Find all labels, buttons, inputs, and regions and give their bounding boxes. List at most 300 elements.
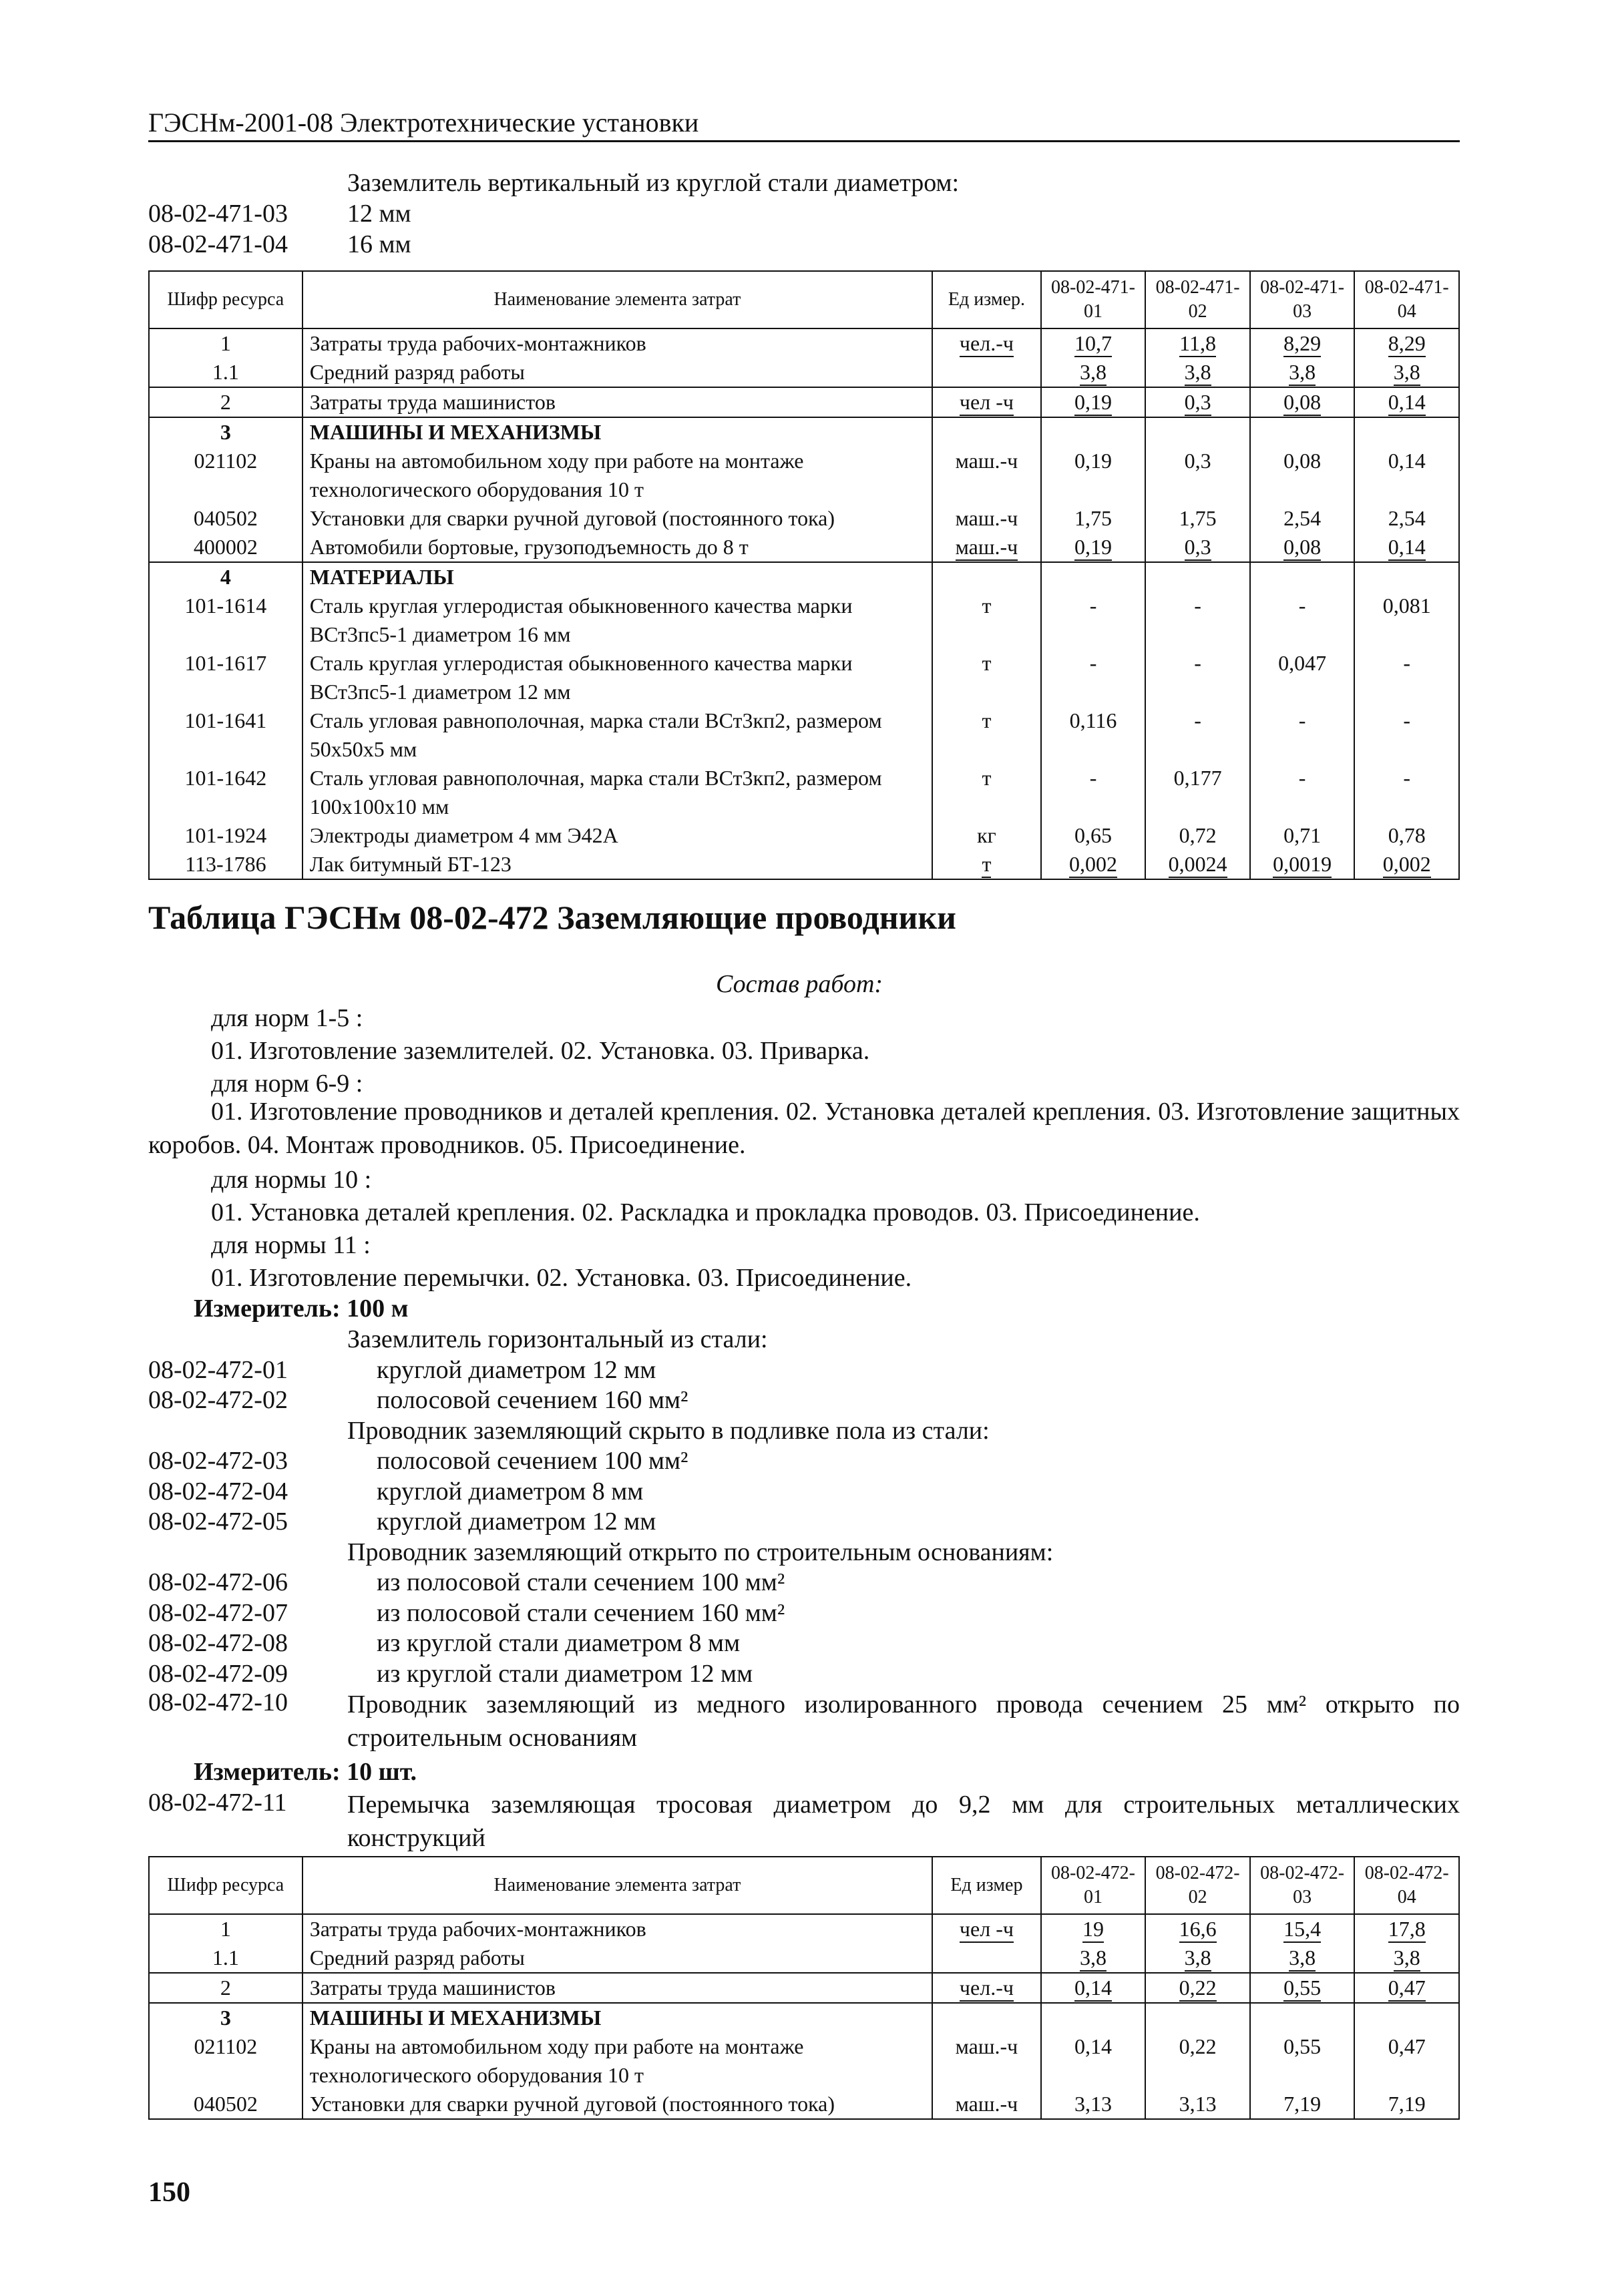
- resource-code-text: 400002: [193, 535, 258, 559]
- norm-value: [1041, 850, 1146, 879]
- resource-unit: [932, 1973, 1041, 2003]
- table-header-row: [149, 1857, 1459, 1914]
- resource-unit-text: маш.-ч: [955, 2092, 1018, 2116]
- resource-code-text: 101-1642: [184, 766, 267, 790]
- norm-value-text: 0,14: [1074, 1975, 1112, 2002]
- resource-name: [303, 764, 932, 821]
- norm-value-text: 0,08: [1283, 389, 1321, 416]
- resource-name: [303, 592, 932, 649]
- norm-item: [148, 1568, 1460, 1600]
- norm-value: [1354, 850, 1459, 879]
- work-group-label: для нормы 11 :: [211, 1231, 371, 1259]
- resource-code-text: 2: [220, 390, 231, 414]
- norm-value: [1250, 2090, 1355, 2119]
- norm-value: [1041, 1973, 1146, 2003]
- resource-name: [303, 821, 932, 850]
- table-row: [149, 850, 1459, 879]
- resource-unit: [932, 821, 1041, 850]
- norm-value: [1354, 562, 1459, 592]
- norm-value: [1041, 2090, 1146, 2119]
- resource-name-text: Затраты труда рабочих-монтажников: [309, 1917, 646, 1941]
- resource-table-472: [148, 1856, 1460, 2120]
- resource-name-text: Сталь круглая углеродистая обыкновенного качества марки ВСт3пс5-1 диаметром 12 мм: [309, 651, 853, 704]
- norm-value-text: -: [1403, 708, 1411, 732]
- norm-value: [1354, 533, 1459, 562]
- table-row: [149, 592, 1459, 649]
- intro-item: [148, 199, 1460, 231]
- norm-value-text: 3,8: [1185, 359, 1211, 386]
- col-header-norm: 08-02-471-02: [1145, 271, 1250, 328]
- norm-value-text: 0,3: [1185, 389, 1211, 416]
- work-group-label: для норм 6-9 :: [211, 1070, 363, 1098]
- work-group-label: для нормы 10 :: [211, 1166, 372, 1194]
- norm-value: [1250, 850, 1355, 879]
- resource-unit-text: т: [982, 851, 991, 878]
- norm-value: [1250, 504, 1355, 533]
- norm-value-text: 8,29: [1388, 330, 1426, 357]
- resource-name: [303, 358, 932, 387]
- resource-name: [303, 533, 932, 562]
- table-row: [149, 562, 1459, 592]
- resource-name: [303, 1943, 932, 1973]
- resource-name: [303, 562, 932, 592]
- norm-value: [1145, 764, 1250, 821]
- resource-code-text: 040502: [193, 2092, 258, 2116]
- norm-value-text: 0,71: [1283, 823, 1322, 847]
- col-header-name: Наименование элемента затрат: [303, 1857, 932, 1914]
- norm-item: [148, 1598, 1460, 1630]
- norm-value: [1354, 2032, 1459, 2090]
- resource-unit-text: т: [982, 651, 992, 675]
- norm-value-text: -: [1298, 594, 1306, 618]
- col-header-unit: Ед измер: [932, 1857, 1041, 1914]
- norm-item: [148, 1628, 1460, 1660]
- resource-unit: [932, 2032, 1041, 2090]
- norm-value-text: 11,8: [1179, 330, 1216, 357]
- norm-desc: 16 мм: [347, 230, 411, 258]
- resource-code: [149, 821, 303, 850]
- norm-value: [1250, 417, 1355, 447]
- resource-name-text: Электроды диаметром 4 мм Э42А: [309, 823, 618, 847]
- resource-code: [149, 2003, 303, 2032]
- norm-desc: из полосовой стали сечением 100 мм²: [377, 1568, 785, 1596]
- resource-code-text: 101-1617: [184, 651, 267, 675]
- resource-name: [303, 417, 932, 447]
- norm-value-text: 0,47: [1388, 2034, 1426, 2058]
- col-header-norm: 08-02-471-04: [1354, 271, 1459, 328]
- table-row: [149, 447, 1459, 504]
- norm-value: [1041, 706, 1146, 764]
- resource-name-text: Лак битумный БТ-123: [309, 852, 512, 876]
- resource-unit-text: чел -ч: [960, 389, 1014, 416]
- norm-value: [1250, 1914, 1355, 1943]
- norm-value-text: 3,8: [1185, 1945, 1211, 1972]
- norm-value-text: 0,55: [1283, 2034, 1322, 2058]
- resource-unit-text: маш.-ч: [955, 449, 1018, 473]
- resource-name-text: Затраты труда машинистов: [309, 390, 556, 414]
- table-row: [149, 706, 1459, 764]
- norm-value-text: -: [1089, 766, 1097, 790]
- norm-value: [1145, 821, 1250, 850]
- resource-name: [303, 2032, 932, 2090]
- resource-code-text: 2: [220, 1976, 231, 2000]
- norm-value: [1354, 706, 1459, 764]
- section-title: Таблица ГЭСНм 08-02-472 Заземляющие проводники: [148, 899, 956, 936]
- norm-value: [1041, 2032, 1146, 2090]
- resource-code: [149, 1943, 303, 1973]
- work-group-text: 01. Установка деталей крепления. 02. Раскладка и прокладка проводов. 03. Присоединение.: [211, 1198, 1200, 1226]
- resource-unit: [932, 328, 1041, 358]
- norm-value-text: 3,8: [1289, 1945, 1316, 1972]
- norm-value: [1250, 821, 1355, 850]
- resource-name-text: Сталь угловая равнополочная, марка стали ВСт3кп2, размером 100х100х10 мм: [309, 766, 882, 819]
- norm-value: [1145, 2032, 1250, 2090]
- norm-desc: из круглой стали диаметром 12 мм: [377, 1659, 753, 1688]
- norm-value: [1250, 1943, 1355, 1973]
- norm-value: [1354, 447, 1459, 504]
- norm-value-text: 3,8: [1289, 359, 1316, 386]
- resource-code: [149, 850, 303, 879]
- norm-value-text: 0,002: [1383, 851, 1431, 878]
- intro-heading: Заземлитель вертикальный из круглой стали диаметром:: [347, 169, 960, 197]
- norm-desc: круглой диаметром 12 мм: [377, 1355, 656, 1384]
- norm-value-text: 0,08: [1283, 534, 1321, 561]
- resource-name-text: МАШИНЫ И МЕХАНИЗМЫ: [309, 2006, 602, 2030]
- resource-code-text: 113-1786: [185, 852, 266, 876]
- resource-unit-text: т: [982, 708, 992, 732]
- resource-name: [303, 1973, 932, 2003]
- norm-value-text: 0,116: [1069, 708, 1117, 732]
- resource-code: [149, 592, 303, 649]
- resource-name-text: Затраты труда рабочих-монтажников: [309, 331, 646, 355]
- norm-value: [1041, 821, 1146, 850]
- norm-value-text: -: [1403, 766, 1411, 790]
- resource-unit: [932, 649, 1041, 706]
- work-group-text: 01. Изготовление перемычки. 02. Установка. 03. Присоединение.: [211, 1264, 912, 1292]
- norm-code: 08-02-472-09: [148, 1659, 288, 1688]
- norm-value: [1041, 592, 1146, 649]
- table-row: [149, 504, 1459, 533]
- resource-unit-text: кг: [977, 823, 996, 847]
- resource-unit: [932, 2003, 1041, 2032]
- norm-value: [1145, 447, 1250, 504]
- col-header-code: Шифр ресурса: [149, 1857, 303, 1914]
- norm-desc: из полосовой стали сечением 160 мм²: [377, 1598, 785, 1627]
- resource-name-text: Краны на автомобильном ходу при работе на монтаже технологического оборудования 10 т: [309, 2034, 804, 2087]
- table-row: [149, 2003, 1459, 2032]
- resource-name-text: МАШИНЫ И МЕХАНИЗМЫ: [309, 420, 602, 444]
- norm-value: [1041, 1943, 1146, 1973]
- resource-name: [303, 328, 932, 358]
- norm-value-text: -: [1403, 651, 1411, 675]
- norm-group-heading: [148, 1416, 1460, 1448]
- norm-item: [148, 1446, 1460, 1478]
- norm-code: 08-02-472-06: [148, 1568, 288, 1596]
- norm-desc: Перемычка заземляющая тросовая диаметром до 9,2 мм для строительных металлических конструкций: [347, 1791, 1460, 1852]
- norm-value-text: 0,14: [1388, 389, 1426, 416]
- norm-value: [1041, 2003, 1146, 2032]
- table-row: [149, 2090, 1459, 2119]
- norm-value: [1041, 447, 1146, 504]
- norm-value-text: 0,081: [1382, 594, 1431, 618]
- resource-code-text: 101-1641: [184, 708, 267, 732]
- norm-code: 08-02-472-11: [148, 1789, 287, 1817]
- norm-value: [1145, 706, 1250, 764]
- norm-code: 08-02-472-08: [148, 1629, 288, 1657]
- norm-value: [1145, 533, 1250, 562]
- norm-value: [1145, 850, 1250, 879]
- composition-heading: Состав работ:: [716, 970, 883, 998]
- norm-value: [1145, 562, 1250, 592]
- norm-value: [1354, 592, 1459, 649]
- intro-item: [148, 230, 1460, 262]
- resource-code-text: 021102: [194, 449, 258, 473]
- norm-value: [1250, 592, 1355, 649]
- resource-code: [149, 533, 303, 562]
- norm-value: [1250, 2032, 1355, 2090]
- norm-code: 08-02-472-03: [148, 1447, 288, 1475]
- norm-value: [1250, 2003, 1355, 2032]
- header-rule: [148, 140, 1460, 142]
- norm-value-text: 7,19: [1283, 2092, 1322, 2116]
- resource-code-text: 101-1614: [184, 594, 267, 618]
- norm-value-text: 0,08: [1283, 449, 1322, 473]
- resource-code: [149, 706, 303, 764]
- resource-code-text: 1: [220, 331, 231, 355]
- norm-value-text: -: [1298, 766, 1306, 790]
- norm-value: [1041, 504, 1146, 533]
- norm-value-text: 15,4: [1283, 1916, 1321, 1943]
- resource-unit-text: чел.-ч: [960, 1975, 1014, 2002]
- norm-desc: Проводник заземляющий из медного изолированного провода сечением 25 мм² открыто по строительным основаниям: [347, 1690, 1460, 1752]
- norm-code: 08-02-472-01: [148, 1355, 288, 1384]
- resource-unit: [932, 533, 1041, 562]
- resource-name-text: Установки для сварки ручной дуговой (постоянного тока): [309, 506, 835, 530]
- norm-value-text: 0,0019: [1273, 851, 1332, 878]
- norm-value-text: 0,3: [1184, 449, 1211, 473]
- norm-value: [1145, 2003, 1250, 2032]
- norm-desc: Заземлитель горизонтальный из стали:: [347, 1325, 768, 1353]
- norm-value: [1041, 358, 1146, 387]
- resource-name: [303, 1914, 932, 1943]
- norm-value: [1250, 328, 1355, 358]
- norm-value: [1145, 328, 1250, 358]
- norm-value-text: 2,54: [1283, 506, 1322, 530]
- resource-code-text: 101-1924: [184, 823, 267, 847]
- resource-code: [149, 649, 303, 706]
- norm-value: [1145, 1914, 1250, 1943]
- norm-value-text: 2,54: [1388, 506, 1426, 530]
- norm-value-text: -: [1194, 708, 1201, 732]
- table-row: [149, 533, 1459, 562]
- norm-value-text: 0,22: [1179, 1975, 1217, 2002]
- norm-value: [1250, 358, 1355, 387]
- norm-value: [1354, 1973, 1459, 2003]
- norm-value: [1145, 1943, 1250, 1973]
- norm-code: 08-02-472-02: [148, 1386, 288, 1414]
- norm-value: [1145, 1973, 1250, 2003]
- norm-value-text: 0,78: [1388, 823, 1426, 847]
- norm-item: [148, 1688, 1460, 1755]
- norm-value-text: 0,19: [1074, 449, 1113, 473]
- resource-unit: [932, 562, 1041, 592]
- work-group-text: 01. Изготовление проводников и деталей крепления. 02. Установка деталей крепления. 03. Изготовление защитных коробов. 04. Монтаж проводников. 05. Присоединение.: [148, 1098, 1460, 1159]
- table-row: [149, 387, 1459, 417]
- col-header-norm: 08-02-471-03: [1250, 271, 1355, 328]
- resource-unit: [932, 2090, 1041, 2119]
- norm-value-text: -: [1089, 594, 1097, 618]
- norm-value: [1041, 533, 1146, 562]
- resource-unit: [932, 1943, 1041, 1973]
- norm-value: [1250, 764, 1355, 821]
- table-row: [149, 417, 1459, 447]
- norm-value-text: -: [1298, 708, 1306, 732]
- norm-value: [1041, 387, 1146, 417]
- col-header-norm: 08-02-472-01: [1041, 1857, 1146, 1914]
- resource-name-text: МАТЕРИАЛЫ: [309, 565, 454, 589]
- col-header-name: Наименование элемента затрат: [303, 271, 932, 328]
- resource-code: [149, 1973, 303, 2003]
- table-row: [149, 764, 1459, 821]
- resource-code: [149, 562, 303, 592]
- table-row: [149, 328, 1459, 358]
- norm-value-text: 17,8: [1388, 1916, 1426, 1943]
- resource-unit-text: маш.-ч: [955, 506, 1018, 530]
- norm-value-text: 1,75: [1074, 506, 1113, 530]
- norm-value: [1145, 592, 1250, 649]
- resource-unit-text: чел -ч: [960, 1916, 1014, 1943]
- resource-name: [303, 649, 932, 706]
- norm-code: 08-02-472-07: [148, 1598, 288, 1627]
- table-row: [149, 358, 1459, 387]
- norm-desc: полосовой сечением 100 мм²: [377, 1447, 688, 1475]
- resource-name: [303, 387, 932, 417]
- table-row: [149, 1914, 1459, 1943]
- norm-value: [1354, 504, 1459, 533]
- norm-item: [148, 1385, 1460, 1417]
- table-row: [149, 2032, 1459, 2090]
- norm-value: [1354, 2003, 1459, 2032]
- norm-value: [1354, 821, 1459, 850]
- col-header-norm: 08-02-472-02: [1145, 1857, 1250, 1914]
- resource-name-text: Установки для сварки ручной дуговой (постоянного тока): [309, 2092, 835, 2116]
- norm-item: [148, 1659, 1460, 1691]
- norm-value-text: 1,75: [1179, 506, 1217, 530]
- norm-value-text: 0,65: [1074, 823, 1113, 847]
- norm-value: [1354, 2090, 1459, 2119]
- norm-desc: Проводник заземляющий скрыто в подливке пола из стали:: [347, 1416, 990, 1445]
- resource-unit: [932, 764, 1041, 821]
- norm-value: [1145, 387, 1250, 417]
- norm-value-text: 16,6: [1179, 1916, 1217, 1943]
- resource-unit-text: т: [982, 594, 992, 618]
- norm-value: [1250, 562, 1355, 592]
- norm-value: [1354, 328, 1459, 358]
- resource-code-text: 1.1: [212, 360, 239, 384]
- norm-value: [1354, 1914, 1459, 1943]
- norm-value: [1250, 447, 1355, 504]
- norm-value-text: 0,14: [1074, 2034, 1113, 2058]
- norm-item: [148, 1355, 1460, 1387]
- resource-code: [149, 328, 303, 358]
- resource-code: [149, 2032, 303, 2090]
- resource-unit-text: т: [982, 766, 992, 790]
- resource-name: [303, 850, 932, 879]
- norm-value-text: 3,8: [1080, 359, 1107, 386]
- col-header-norm: 08-02-472-03: [1250, 1857, 1355, 1914]
- norm-value-text: 0,177: [1173, 766, 1222, 790]
- running-header: ГЭСНм-2001-08 Электротехнические установки: [148, 107, 699, 138]
- norm-value-text: 0,19: [1074, 389, 1112, 416]
- norm-value: [1041, 417, 1146, 447]
- resource-unit: [932, 447, 1041, 504]
- norm-code: 08-02-472-04: [148, 1477, 288, 1506]
- resource-code-text: 040502: [193, 506, 258, 530]
- norm-value-text: 3,13: [1179, 2092, 1217, 2116]
- norm-value-text: 0,3: [1185, 534, 1211, 561]
- norm-group-heading: [148, 1325, 1460, 1357]
- resource-name-text: Затраты труда машинистов: [309, 1976, 556, 2000]
- norm-item: [148, 1477, 1460, 1509]
- norm-group-heading: [148, 1538, 1460, 1570]
- resource-code-text: 1.1: [212, 1945, 239, 1970]
- norm-value: [1354, 417, 1459, 447]
- resource-name-text: Средний разряд работы: [309, 360, 525, 384]
- resource-code: [149, 358, 303, 387]
- resource-unit: [932, 850, 1041, 879]
- col-header-norm: 08-02-471-01: [1041, 271, 1146, 328]
- norm-value-text: 0,14: [1388, 534, 1426, 561]
- norm-value: [1145, 417, 1250, 447]
- resource-code-text: 3: [220, 420, 231, 444]
- resource-code: [149, 417, 303, 447]
- table-row: [149, 821, 1459, 850]
- norm-value: [1041, 1914, 1146, 1943]
- resource-unit: [932, 706, 1041, 764]
- norm-value: [1250, 1973, 1355, 2003]
- norm-desc: полосовой сечением 160 мм²: [377, 1386, 688, 1414]
- resource-unit: [932, 592, 1041, 649]
- norm-value: [1354, 358, 1459, 387]
- norm-value-text: 19: [1082, 1916, 1104, 1943]
- norm-value-text: 3,8: [1394, 359, 1420, 386]
- norm-value-text: 0,55: [1283, 1975, 1321, 2002]
- resource-name: [303, 706, 932, 764]
- norm-value-text: 0,19: [1074, 534, 1112, 561]
- resource-code: [149, 447, 303, 504]
- norm-code: 08-02-472-10: [148, 1688, 288, 1716]
- resource-code: [149, 387, 303, 417]
- resource-unit: [932, 387, 1041, 417]
- measure-unit: Измеритель: 10 шт.: [194, 1758, 417, 1786]
- norm-desc: Проводник заземляющий открыто по строительным основаниям:: [347, 1538, 1054, 1566]
- resource-name-text: Сталь угловая равнополочная, марка стали ВСт3кп2, размером 50х50х5 мм: [309, 708, 882, 761]
- resource-unit-text: чел.-ч: [960, 330, 1014, 357]
- norm-code: 08-02-471-03: [148, 200, 288, 228]
- norm-value-text: 0,14: [1388, 449, 1426, 473]
- norm-value: [1250, 706, 1355, 764]
- norm-value: [1250, 533, 1355, 562]
- norm-value-text: -: [1194, 594, 1201, 618]
- norm-value: [1250, 649, 1355, 706]
- norm-value: [1354, 649, 1459, 706]
- work-group-label: для норм 1-5 :: [211, 1004, 363, 1032]
- norm-value-text: -: [1194, 651, 1201, 675]
- resource-code-text: 1: [220, 1917, 231, 1941]
- intro-heading-line: [148, 168, 1460, 200]
- norm-value-text: 10,7: [1074, 330, 1112, 357]
- norm-value-text: 3,8: [1080, 1945, 1107, 1972]
